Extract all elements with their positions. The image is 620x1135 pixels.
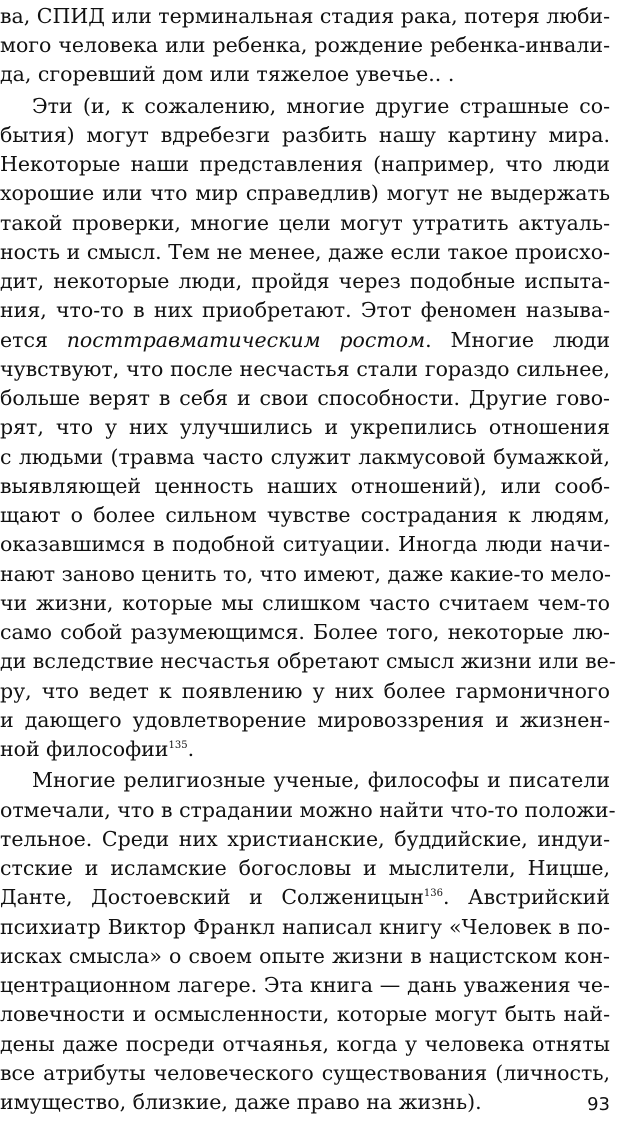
text-line: с людьми (травма часто служит лакмусовой бумажкой, bbox=[0, 445, 610, 469]
text-line: такой проверки, многие цели могут утратить актуаль- bbox=[0, 211, 610, 235]
text-line: чи жизни, которые мы слишком часто считаем чем-то bbox=[0, 591, 610, 615]
text-line: все атрибуты человеческого существования (личность, bbox=[0, 1061, 610, 1085]
text-line: мого человека или ребенка, рождение ребенка-инвали- bbox=[0, 33, 610, 57]
text-line: центрационном лагере. Эта книга — дань уважения че- bbox=[0, 973, 610, 997]
text-run: Данте, Достоевский и Солженицын bbox=[0, 885, 424, 909]
text-line: стские и исламские богословы и мыслители, Ницше, bbox=[0, 856, 610, 880]
text-line: ди вследствие несчастья обретают смысл жизни или ве- bbox=[0, 649, 616, 673]
text-line: ния, что-то в них приобретают. Этот феномен называ- bbox=[0, 298, 610, 322]
text-run: ной философии bbox=[0, 737, 169, 761]
text-line: нают заново ценить то, что имеют, даже какие-то мело- bbox=[0, 562, 611, 586]
text-line: и дающего удовлетворение мировоззрения и жизнен- bbox=[0, 708, 610, 732]
text-line: Некоторые наши представления (например, что люди bbox=[0, 152, 610, 176]
text-line bbox=[0, 883, 610, 912]
text-line: Многие религиозные ученые, философы и писатели bbox=[32, 768, 610, 792]
text-line: Эти (и, к сожалению, многие другие страшные со- bbox=[32, 94, 610, 118]
text-line: да, сгоревший дом или тяжелое увечье.. . bbox=[0, 62, 455, 86]
text-line: дит, некоторые люди, пройдя через подобные испыта- bbox=[0, 269, 610, 293]
text-line: отмечали, что в страдании можно найти что-то положи- bbox=[0, 798, 616, 822]
text-line: рят, что у них улучшились и укрепились отношения bbox=[0, 415, 610, 439]
text-line: ру, что ведет к появлению у них более гармоничного bbox=[0, 679, 610, 703]
italic-term: посттравматическим ростом bbox=[66, 328, 426, 352]
text-line: щают о более сильном чувстве сострадания к людям, bbox=[0, 503, 610, 527]
footnote-ref: 135 bbox=[168, 740, 188, 752]
text-line: ловечности и осмысленности, которые могут быть най- bbox=[0, 1002, 610, 1026]
text-line: ва, СПИД или терминальная стадия рака, потеря люби- bbox=[0, 4, 610, 28]
text-line: имущество, близкие, даже право на жизнь). bbox=[0, 1090, 482, 1114]
text-run: ется bbox=[0, 328, 67, 352]
footnote-ref: 136 bbox=[423, 888, 443, 900]
text-line bbox=[0, 735, 610, 764]
text-line bbox=[0, 326, 610, 355]
text-line: выявляющей ценность наших отношений), или сооб- bbox=[0, 474, 610, 498]
text-line: больше верят в себя и свои способности. Другие гово- bbox=[0, 386, 610, 410]
text-run: . bbox=[187, 737, 195, 761]
text-line: исках смысла» о своем опыте жизни в нацистском кон- bbox=[0, 944, 610, 968]
text-line: ность и смысл. Тем не менее, даже если такое происхо- bbox=[0, 240, 610, 264]
text-line: оказавшимся в подобной ситуации. Иногда люди начи- bbox=[0, 532, 610, 556]
text-run: . Австрийский bbox=[442, 885, 610, 909]
text-line: хорошие или что мир справедлив) могут не выдержать bbox=[0, 181, 610, 205]
page-number: 93 bbox=[587, 1094, 610, 1115]
text-line: дены даже посреди отчаянья, когда у человека отняты bbox=[0, 1032, 610, 1056]
text-line: психиатр Виктор Франкл написал книгу «Человек в по- bbox=[0, 915, 610, 939]
text-line: тельное. Среди них христианские, буддийские, индуи- bbox=[0, 827, 610, 851]
text-line: чувствуют, что после несчастья стали гораздо сильнее, bbox=[0, 357, 610, 381]
text-line: бытия) могут вдребезги разбить нашу картину мира. bbox=[0, 123, 610, 147]
text-line: само собой разумеющимся. Более того, некоторые лю- bbox=[0, 620, 610, 644]
text-run: . Многие люди bbox=[425, 328, 610, 352]
